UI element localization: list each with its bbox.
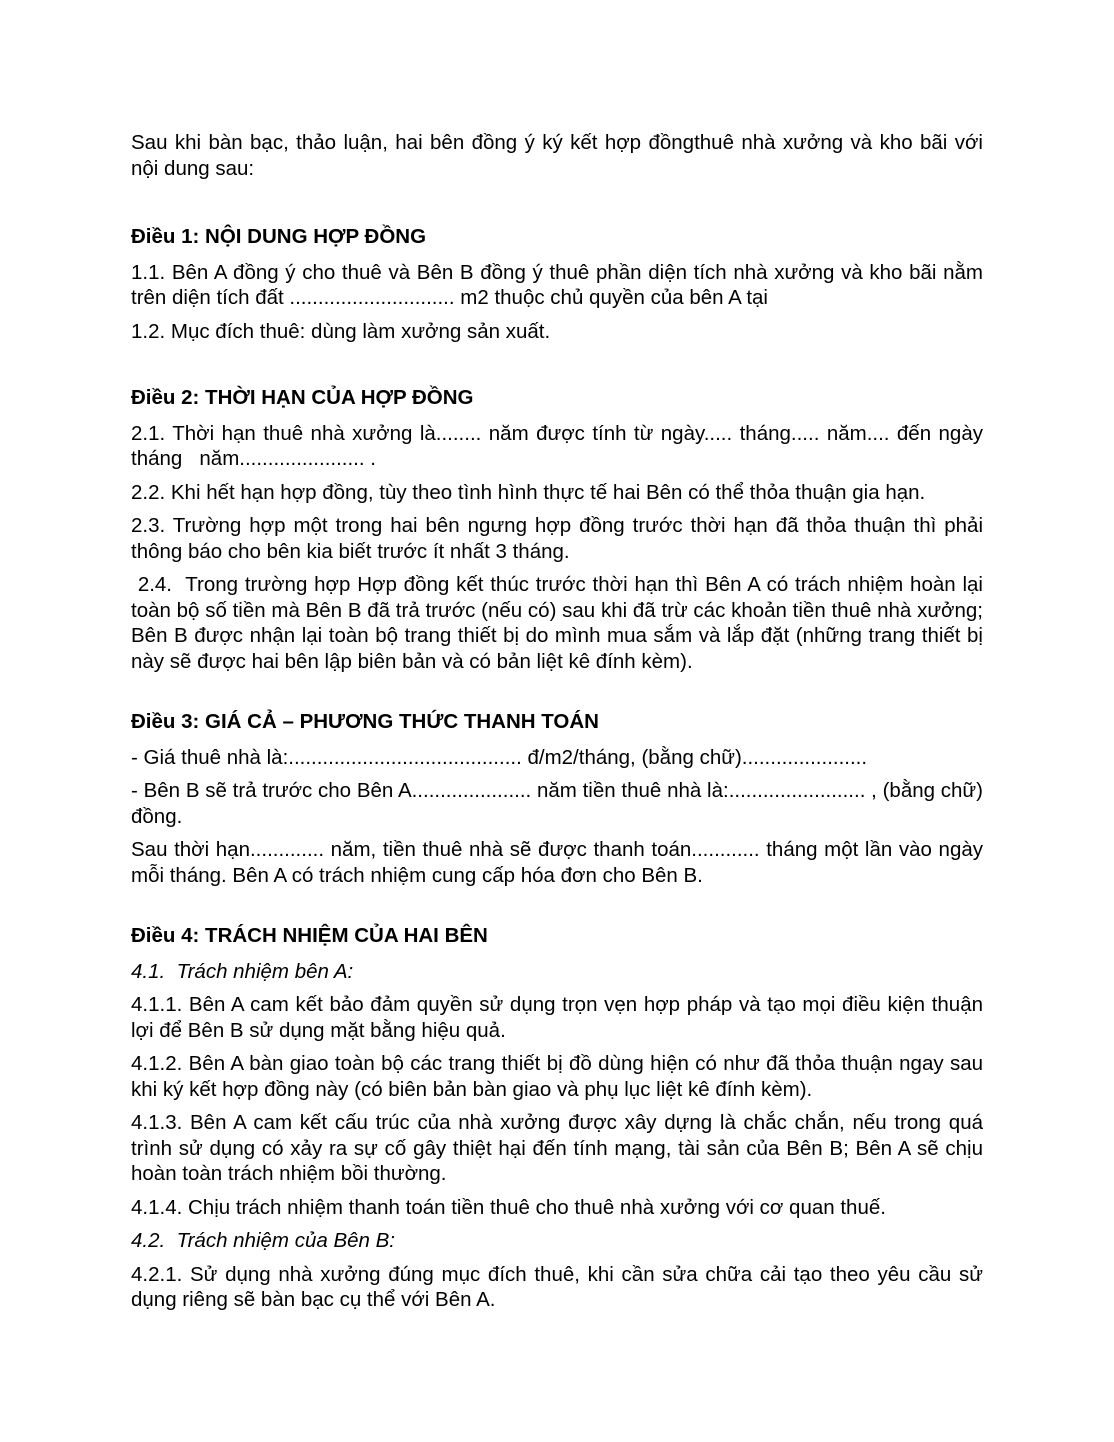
article-2-heading: Điều 2: THỜI HẠN CỦA HỢP ĐỒNG	[131, 386, 474, 409]
clause-2-2: 2.2. Khi hết hạn hợp đồng, tùy theo tình hình thực tế hai Bên có thể thỏa thuận gia hạn.	[131, 480, 926, 504]
clause-4-2-1: 4.2.1. Sử dụng nhà xưởng đúng mục đích thuê, khi cần sửa chữa cải tạo theo yêu cầu sử dụng riêng sẽ bàn bạc cụ thể với Bên A.	[131, 1262, 983, 1311]
clause-2-4: 2.4. Trong trường hợp Hợp đồng kết thúc trước thời hạn thì Bên A có trách nhiệm hoàn lại toàn bộ số tiền mà Bên B đã trả trước (nếu có) sau khi đã trừ các khoản tiền thuê nhà xưởng; Bên B được nhận lại toàn bộ trang thiết bị do mình mua sắm và lắp đặt (những trang thiết bị này sẽ được hai bên lập biên bản và có bản liệt kê đính kèm).	[131, 573, 989, 673]
clause-4-1-1: 4.1.1. Bên A cam kết bảo đảm quyền sử dụng trọn vẹn hợp pháp và tạo mọi điều kiện thuận lợi để Bên B sử dụng mặt bằng hiệu quả.	[131, 993, 983, 1042]
subsection-4-2-heading: 4.2. Trách nhiệm của Bên B:	[131, 1229, 395, 1252]
clause-4-1-2: 4.1.2. Bên A bàn giao toàn bộ các trang thiết bị đồ dùng hiện có như đã thỏa thuận ngay sau khi ký kết hợp đồng này (có biên bản bàn giao và phụ lục liệt kê đính kèm).	[131, 1052, 983, 1101]
clause-1-1: 1.1. Bên A đồng ý cho thuê và Bên B đồng ý thuê phần diện tích nhà xưởng và kho bãi nằm trên diện tích đất ............................. m2 thuộc chủ quyền của bên A tại	[131, 260, 983, 309]
subsection-4-1-heading: 4.1. Trách nhiệm bên A:	[131, 959, 354, 983]
clause-3-payment-schedule: Sau thời hạn............. năm, tiền thuê nhà sẽ được thanh toán............ tháng một lần vào ngày mỗi tháng. Bên A có trách nhiệm cung cấp hóa đơn cho Bên B.	[131, 838, 1046, 887]
clause-4-1-3: 4.1.3. Bên A cam kết cấu trúc của nhà xưởng được xây dựng là chắc chắn, nếu trong quá trình sử dụng có xảy ra sự cố gây thiệt hại đến tính mạng, tài sản của Bên B; Bên A sẽ chịu hoàn toàn trách nhiệm bồi thường.	[131, 1111, 983, 1185]
article-1-heading: Điều 1: NỘI DUNG HỢP ĐỒNG	[131, 225, 427, 248]
intro-paragraph: Sau khi bàn bạc, thảo luận, hai bên đồng ý ký kết hợp đồngthuê nhà xưởng và kho bãi với nội dung sau:	[131, 131, 983, 180]
article-3-heading: Điều 3: GIÁ CẢ – PHƯƠNG THỨC THANH TOÁN	[131, 710, 599, 733]
clause-2-3: 2.3. Trường hợp một trong hai bên ngưng hợp đồng trước thời hạn đã thỏa thuận thì phải thông báo cho bên kia biết trước ít nhất 3 tháng.	[131, 514, 983, 563]
clause-4-1-4: 4.1.4. Chịu trách nhiệm thanh toán tiền thuê cho thuê nhà xưởng với cơ quan thuế.	[131, 1195, 886, 1219]
document-page	[131, 130, 1046, 1321]
clause-2-1: 2.1. Thời hạn thuê nhà xưởng là........ năm được tính từ ngày..... tháng..... năm.... đến ngày tháng năm...................... .	[131, 421, 1040, 470]
clause-3-prepayment: - Bên B sẽ trả trước cho Bên A..................... năm tiền thuê nhà là:........................ , (bằng chữ) đồng.	[131, 779, 1018, 828]
clause-3-price: - Giá thuê nhà là:......................................... đ/m2/tháng, (bằng chữ)......................	[131, 745, 868, 769]
clause-1-2: 1.2. Mục đích thuê: dùng làm xưởng sản xuất.	[131, 319, 551, 343]
article-4-heading: Điều 4: TRÁCH NHIỆM CỦA HAI BÊN	[131, 924, 488, 947]
